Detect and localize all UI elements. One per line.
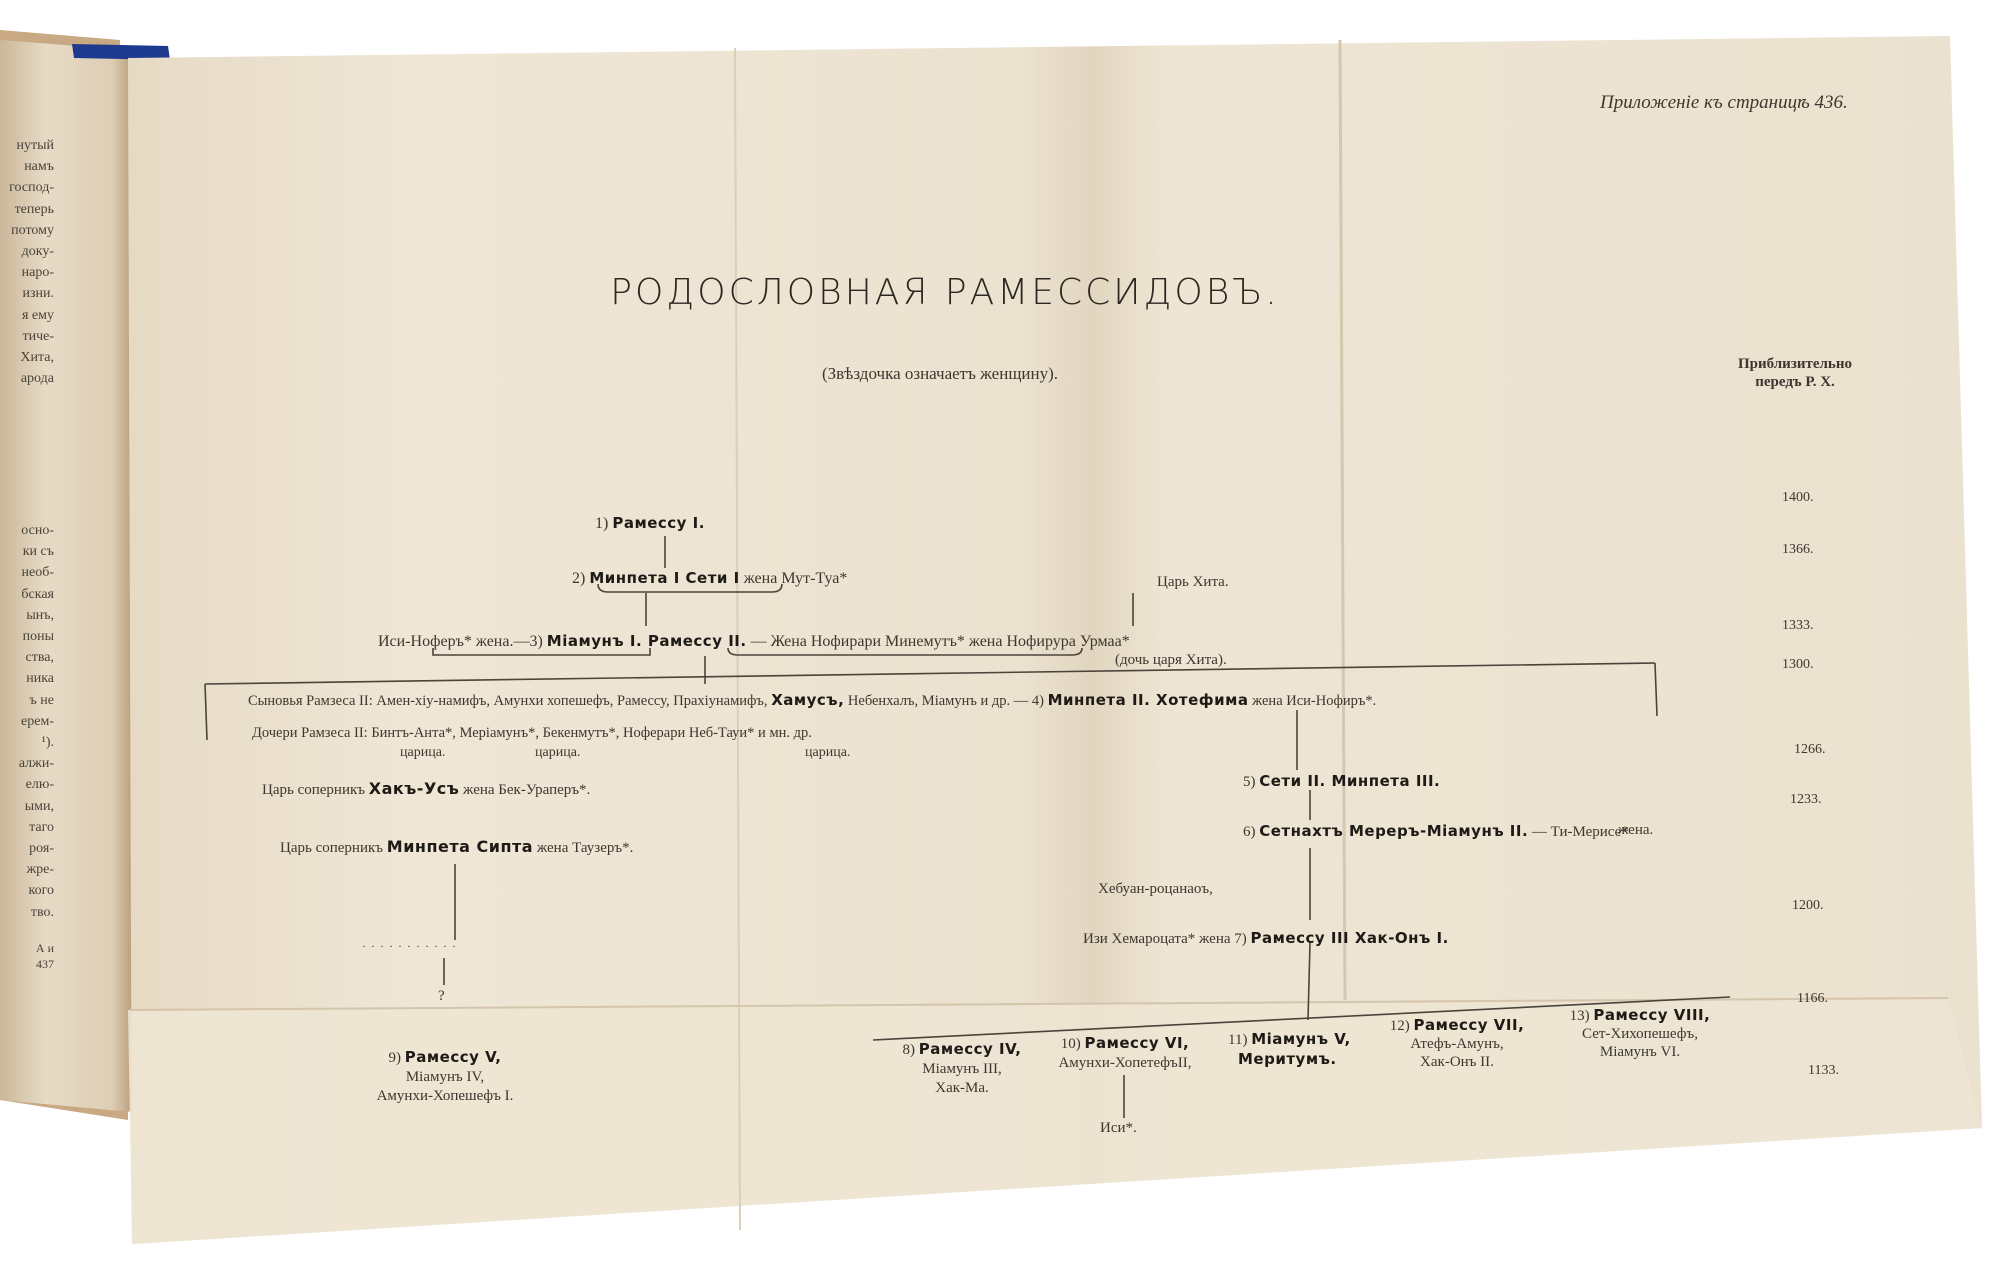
daughter-name: Меріамунъ*, bbox=[459, 725, 539, 741]
ramesses6-line: Амунхи-ХопетефъII, bbox=[1058, 1055, 1192, 1071]
daughter-name: Ноферари bbox=[622, 725, 686, 741]
year-1366: 1366. bbox=[1782, 542, 1814, 557]
entry-number: 10) bbox=[1060, 1036, 1081, 1052]
ramesses1-entry bbox=[595, 515, 705, 533]
seti2-entry bbox=[1243, 773, 1440, 791]
ramesses4-line: Хак-Ма. bbox=[935, 1080, 989, 1096]
seti2-name: Сети II. Минпета III. bbox=[1259, 772, 1441, 790]
left-line: алжи- bbox=[18, 756, 54, 772]
nofirari-wife: — Жена Нофирари Минемутъ* жена bbox=[750, 633, 1003, 650]
ramesses8-entry bbox=[1550, 1006, 1730, 1061]
left-line: роя- bbox=[29, 841, 54, 857]
ramesses5-name: Рамессу V, bbox=[404, 1048, 502, 1066]
ramesses4-name: Рамессу IV, bbox=[918, 1040, 1022, 1058]
ramesses2-name: Міамунъ I. Рамессу II. bbox=[546, 632, 747, 650]
hittite-wife: Нофирура Урмаа* bbox=[1006, 633, 1130, 650]
sons-list: Сыновья Рамзеса II: Амен-хіу-намифъ, Амунхи хопешефъ, Рамессу, Прахіунамифъ, bbox=[248, 693, 768, 709]
ramesses3-entry bbox=[1083, 930, 1449, 948]
ramesses6-name: Рамессу VI, bbox=[1084, 1034, 1190, 1052]
left-line: ника bbox=[26, 671, 54, 687]
left-line: нутый bbox=[16, 138, 54, 153]
queen-note: царица. bbox=[805, 745, 851, 760]
left-line: бская bbox=[21, 586, 54, 602]
bracket-right bbox=[1655, 663, 1657, 716]
left-line: ¹). bbox=[41, 735, 54, 751]
year-1333: 1333. bbox=[1782, 618, 1814, 633]
hebuan: Хебуан-роцанаоъ, bbox=[1098, 881, 1213, 897]
entry-number: 3) bbox=[529, 633, 543, 650]
page-reference: Приложеніе къ страницѣ 436. bbox=[1600, 92, 1848, 113]
left-line: Хита, bbox=[20, 350, 54, 366]
ramesses8-name: Рамессу VIII, bbox=[1593, 1006, 1711, 1024]
bracket-left bbox=[205, 684, 207, 740]
ramesses7-entry bbox=[1372, 1016, 1542, 1071]
daughters-row bbox=[252, 725, 812, 742]
left-line: теперь bbox=[14, 201, 54, 217]
year-1166: 1166. bbox=[1797, 991, 1828, 1006]
entry-number: 11) bbox=[1228, 1032, 1248, 1048]
isi-entry: Иси*. bbox=[1100, 1120, 1137, 1136]
entry-number: 5) bbox=[1243, 774, 1256, 790]
merneptah-wife: жена Иси-Нофиръ*. bbox=[1252, 693, 1377, 709]
daughters-prefix: Дочери Рамзеса II: bbox=[252, 725, 368, 741]
miamun5-line: Меритумъ. bbox=[1238, 1050, 1337, 1068]
left-line: ыми, bbox=[24, 798, 54, 814]
sons-list-rest: Небенхалъ, Міамунъ и др. — 4) bbox=[847, 693, 1044, 709]
rival2-entry bbox=[280, 838, 633, 857]
left-line: потому bbox=[11, 222, 54, 238]
year-1266: 1266. bbox=[1794, 742, 1826, 757]
daughter-name: Неб-Тауи* и мн. др. bbox=[688, 725, 812, 741]
entry-number: 2) bbox=[572, 570, 586, 587]
rival1-name: Хакъ-Усъ bbox=[368, 779, 460, 798]
ramesses7-line: Хак-Онъ II. bbox=[1420, 1054, 1494, 1070]
khaemwaset-name: Хамусъ, bbox=[771, 691, 845, 709]
left-line: ства, bbox=[25, 650, 54, 666]
ramesses7-line: Атефъ-Амунъ, bbox=[1410, 1036, 1504, 1052]
setnakht-wife-note: жена. bbox=[1618, 822, 1654, 838]
ramesses4-line: Міамунъ III, bbox=[922, 1061, 1002, 1077]
daughter-name: Бинтъ-Анта*, bbox=[371, 725, 456, 741]
year-1133: 1133. bbox=[1808, 1063, 1839, 1078]
entry-number: 12) bbox=[1389, 1018, 1410, 1034]
left-line: арода bbox=[20, 371, 54, 387]
left-line: ки съ bbox=[22, 544, 54, 560]
seti1-wife: жена Мут-Туа* bbox=[743, 570, 848, 587]
entry-number: 13) bbox=[1569, 1008, 1590, 1024]
daughter-name: Бекенмутъ*, bbox=[542, 725, 620, 741]
ellipsis-dots: · · · · · · · · · · · bbox=[362, 939, 457, 953]
rival2-name: Минпета Сипта bbox=[386, 837, 534, 856]
footnote-line: А и bbox=[35, 941, 54, 955]
isi-nofer-wife: Иси-Ноферъ* жена.— bbox=[378, 633, 530, 650]
rival2-wife: жена Таузеръ*. bbox=[536, 840, 634, 856]
left-line: необ- bbox=[21, 565, 54, 581]
left-line: ынъ, bbox=[26, 607, 54, 623]
ramesses7-name: Рамессу VII, bbox=[1413, 1016, 1525, 1034]
rival-prefix: Царь соперникъ bbox=[280, 840, 384, 856]
miamun5-name: Міамунъ V, bbox=[1251, 1030, 1351, 1048]
merneptah-name: Минпета II. Хотефима bbox=[1047, 691, 1249, 709]
setnakht-entry bbox=[1243, 823, 1629, 841]
bracket-top bbox=[205, 663, 1655, 684]
ramesses8-line: Міамунъ VI. bbox=[1599, 1044, 1681, 1060]
left-line: поны bbox=[22, 629, 54, 645]
line-r3-sons bbox=[1308, 943, 1310, 1020]
rival-prefix: Царь соперникъ bbox=[262, 782, 366, 798]
izi-wife: Изи Хемароцата* жена 7) bbox=[1083, 931, 1247, 947]
seti1-entry bbox=[572, 570, 847, 588]
left-line: господ- bbox=[9, 180, 54, 196]
footnote-line: 437 bbox=[36, 957, 54, 971]
sons-row bbox=[248, 692, 1376, 710]
entry-number: 8) bbox=[902, 1042, 915, 1058]
left-line: осно- bbox=[21, 523, 54, 538]
timescale-heading-line: передъ Р. Х. bbox=[1755, 374, 1835, 390]
rival1-entry bbox=[262, 780, 590, 799]
left-line: ъ не bbox=[29, 692, 54, 708]
left-line: доку- bbox=[21, 244, 54, 260]
left-line: тво. bbox=[30, 904, 54, 920]
ramesses1-name: Рамессу I. bbox=[612, 514, 705, 532]
ramesses2-entry bbox=[378, 633, 1130, 651]
ramesses6-entry bbox=[1040, 1034, 1210, 1073]
left-line: тиче- bbox=[22, 328, 54, 344]
left-line: жре- bbox=[26, 862, 54, 878]
left-line: кого bbox=[28, 883, 54, 899]
ramesses4-entry bbox=[882, 1040, 1042, 1098]
ramesses3-name: Рамессу III Хак-Онъ I. bbox=[1250, 929, 1449, 947]
year-1400: 1400. bbox=[1782, 490, 1814, 505]
year-1233: 1233. bbox=[1790, 792, 1822, 807]
unknown-mark: ? bbox=[438, 988, 445, 1004]
hittite-king: Царь Хита. bbox=[1157, 574, 1229, 590]
left-line: изни. bbox=[22, 286, 54, 302]
year-1200: 1200. bbox=[1792, 898, 1824, 913]
left-line: ерем- bbox=[21, 713, 54, 729]
ramesses5-line: Амунхи-Хопешефъ I. bbox=[376, 1088, 514, 1104]
queen-note: царица. bbox=[535, 745, 581, 760]
entry-number: 1) bbox=[595, 515, 609, 532]
setnakht-name: Сетнахтъ Мереръ-Міамунъ II. bbox=[1259, 822, 1529, 840]
ramesses5-entry bbox=[325, 1048, 565, 1106]
miamun5-entry bbox=[1228, 1030, 1351, 1069]
setnakht-wife: — Ти-Мерисе* bbox=[1531, 824, 1629, 840]
rival1-wife: жена Бек-Ураперъ*. bbox=[463, 782, 591, 798]
chart-title: РОДОСЛОВНАЯ РАМЕССИДОВЪ. bbox=[610, 272, 1280, 313]
left-line: наро- bbox=[21, 265, 54, 281]
entry-number: 6) bbox=[1243, 824, 1256, 840]
timescale-heading-line: Приблизительно bbox=[1737, 356, 1853, 372]
entry-number: 9) bbox=[388, 1050, 402, 1066]
ramesses8-line: Сет-Хихопешефъ, bbox=[1582, 1026, 1698, 1042]
left-line: намъ bbox=[24, 159, 54, 175]
hittite-wife-note: (дочь царя Хита). bbox=[1115, 652, 1227, 668]
left-line: таго bbox=[29, 819, 54, 835]
subtitle: (Звѣздочка означаетъ женщину). bbox=[821, 364, 1059, 383]
queen-note: царица. bbox=[400, 745, 446, 760]
ramesses5-line: Міамунъ IV, bbox=[405, 1069, 485, 1085]
seti1-name: Минпета I Сети I bbox=[589, 569, 740, 587]
left-line: елю- bbox=[25, 777, 54, 793]
left-line: я ему bbox=[21, 307, 54, 323]
year-1300: 1300. bbox=[1782, 657, 1814, 672]
